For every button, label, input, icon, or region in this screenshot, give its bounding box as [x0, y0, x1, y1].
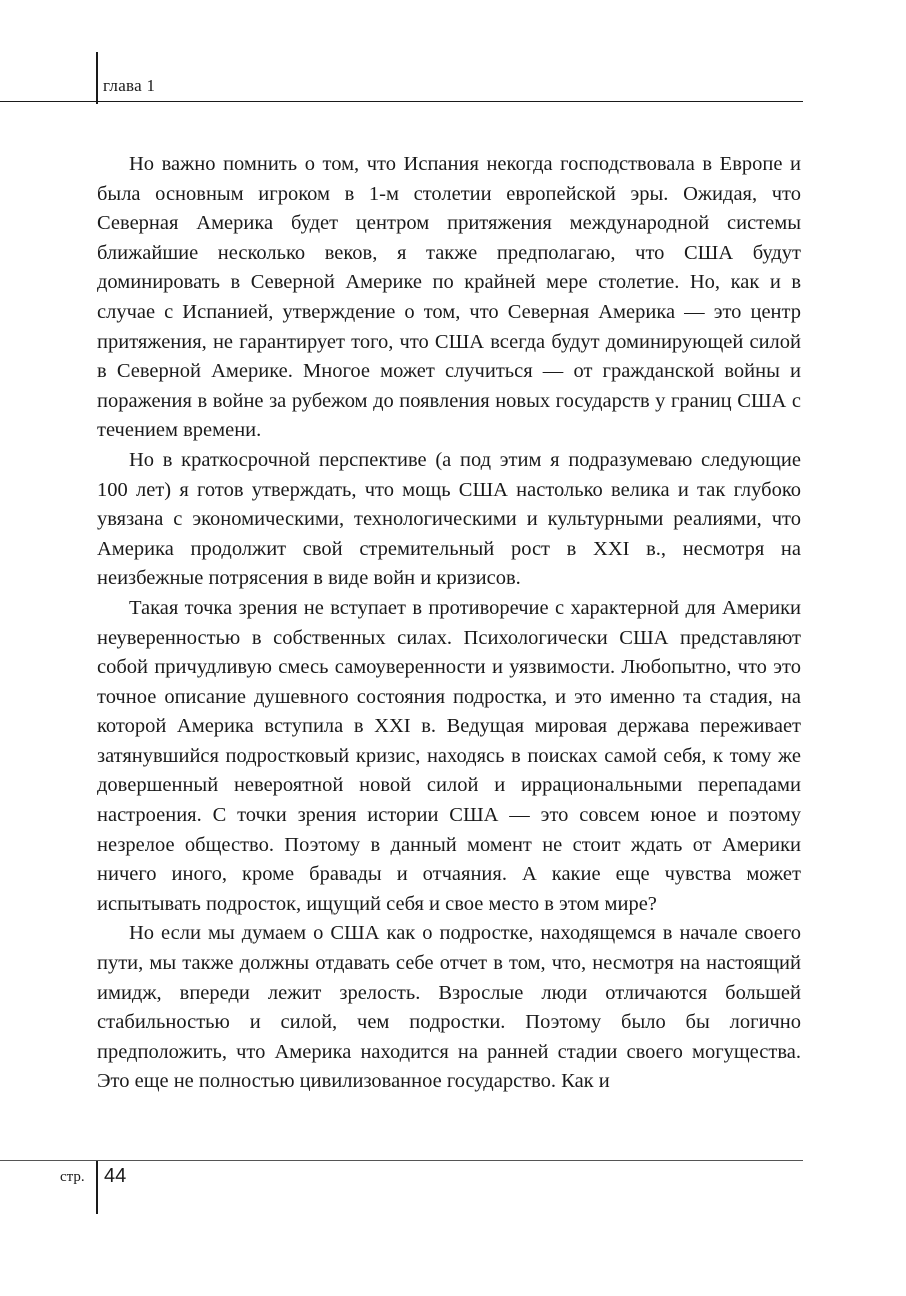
paragraph-4: Но если мы думаем о США как о подростке, находящемся в начале своего пути, мы также должны отдавать себе отчет в том, что, несмотря на настоящий имидж, впереди лежит зрелость. Взрослые люди отличаются большей стабильностью и силой, чем подростки. Поэтому было бы логично предположить, что Америка находится на ранней стадии своего могущества. Это еще не полностью цивилизованное государство. Как и — [97, 922, 801, 1093]
body-text — [97, 150, 801, 1097]
footer-horizontal-rule — [0, 1160, 803, 1161]
page-number: 44 — [104, 1165, 127, 1187]
footer-vertical-rule — [96, 1161, 98, 1214]
header-horizontal-rule — [0, 101, 803, 102]
paragraph-2: Но в краткосрочной перспективе (а под этим я подразумеваю следующие 100 лет) я готов утверждать, что мощь США настолько велика и так глубоко увязана с экономическими, технологическими и культурными реалиями, что Америка продолжит свой стремительный рост в XXI в., несмотря на неизбежные потрясения в виде войн и кризисов. — [97, 448, 801, 590]
paragraph-1: Но важно помнить о том, что Испания некогда господствовала в Европе и была основным игроком в 1-м столетии европейской эры. Ожидая, что Северная Америка будет центром притяжения международной системы ближайшие несколько веков, я также предполагаю, что США будут доминировать в Северной Америке по крайней мере столетие. Но, как и в случае с Испанией, утверждение о том, что Северная Америка — это центр притяжения, не гарантирует того, что США всегда будут доминирующей силой в Северной Америке. Многое может случиться — от гражданской войны и поражения в войне за рубежом до появления новых государств у границ США с течением времени. — [97, 153, 801, 442]
page-label: стр. — [60, 1169, 85, 1185]
paragraph-3: Такая точка зрения не вступает в противоречие с характерной для Америки неуверенностью в собственных силах. Психологически США представляют собой причудливую смесь самоуверенности и уязвимости. Любопытно, что это точное описание душевного состояния подростка, и это именно та стадия, на которой Америка вступила в XXI в. Ведущая мировая держава переживает затянувшийся подростковый кризис, находясь в поисках самой себя, к тому же довершенный невероятной новой силой и иррациональными перепадами настроения. С точки зрения истории США — это совсем юное и поэтому незрелое общество. Поэтому в данный момент не стоит ждать от Америки ничего иного, кроме бравады и отчаяния. А какие еще чувства может испытывать подросток, ищущий себя и свое место в этом мире? — [97, 596, 801, 915]
running-head: глава 1 — [103, 76, 156, 95]
header-vertical-rule — [96, 52, 98, 104]
